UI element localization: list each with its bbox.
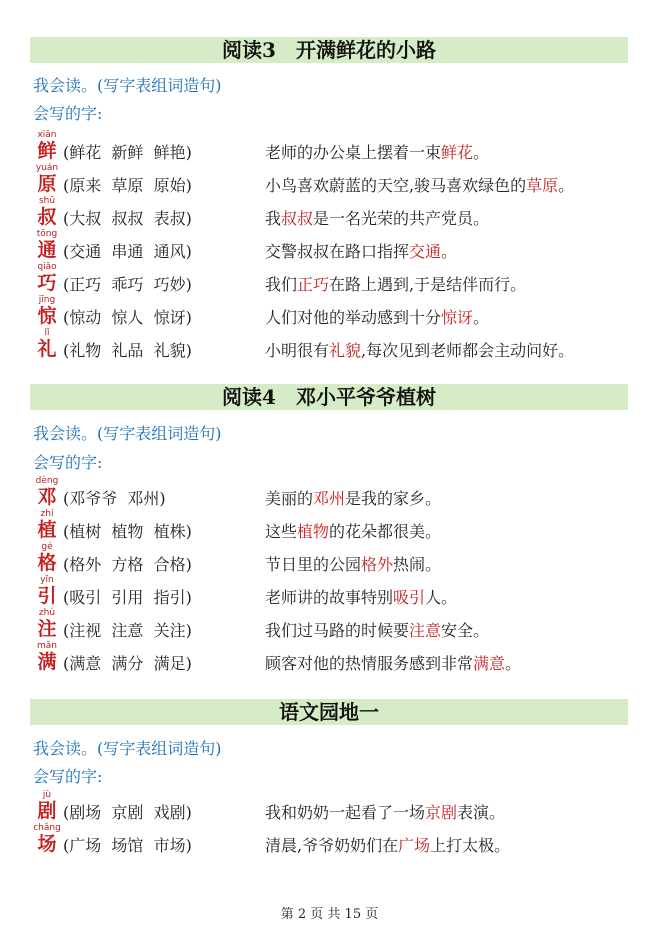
example-sentence: 人们对他的举动感到十分惊讶。 (265, 308, 490, 327)
pinyin: yuán (35, 163, 59, 173)
character: 通 (37, 239, 57, 261)
write-label-1: 会写的字: (33, 104, 103, 123)
example-sentence: 我们过马路的时候要注意安全。 (265, 621, 490, 640)
word-group: (格外 方格 合格) (63, 555, 192, 574)
pinyin: jù (42, 790, 52, 800)
pinyin: lǐ (44, 328, 50, 338)
word-group: (原来 草原 原始) (63, 176, 192, 195)
word-group: (鲜花 新鲜 鲜艳) (63, 143, 192, 162)
pinyin: zhí (40, 509, 54, 519)
character: 邓 (37, 486, 57, 508)
vocab-row (33, 575, 653, 605)
pinyin: jīng (38, 295, 56, 305)
vocab-row (33, 262, 653, 292)
read-label-3: 我会读。(写字表组词造句) (33, 739, 222, 758)
character: 注 (37, 618, 57, 640)
word-group: (植树 植物 植株) (63, 522, 192, 541)
example-sentence: 老师讲的故事特别吸引人。 (265, 588, 458, 607)
vocab-row (33, 542, 653, 572)
word-group: (正巧 乖巧 巧妙) (63, 275, 192, 294)
vocab-row (33, 790, 653, 820)
word-group: (惊动 惊人 惊讶) (63, 308, 192, 327)
pinyin: yǐn (40, 575, 54, 585)
example-sentence: 顾客对他的热情服务感到非常满意。 (265, 654, 522, 673)
character: 满 (37, 651, 57, 673)
vocab-row (33, 295, 653, 325)
word-group: (满意 满分 满足) (63, 654, 192, 673)
example-sentence: 美丽的邓州是我的家乡。 (265, 489, 442, 508)
pinyin: chǎng (33, 823, 61, 833)
character: 礼 (37, 338, 57, 360)
pinyin: zhù (38, 608, 56, 618)
example-sentence: 清晨,爷爷奶奶们在广场上打太极。 (265, 836, 511, 855)
vocab-row (33, 328, 653, 358)
page-footer: 第 2 页 共 15 页 (280, 907, 379, 922)
character: 格 (37, 552, 57, 574)
example-sentence: 交警叔叔在路口指挥交通。 (265, 242, 458, 261)
character: 原 (37, 173, 57, 195)
vocab-row (33, 476, 653, 506)
pinyin: dèng (35, 476, 59, 486)
section-title-3: 语文园地一 (30, 699, 628, 725)
word-group: (邓爷爷 邓州) (63, 489, 166, 508)
read-label-2: 我会读。(写字表组词造句) (33, 424, 222, 443)
example-sentence: 节日里的公园格外热闹。 (265, 555, 442, 574)
example-sentence: 老师的办公桌上摆着一束鲜花。 (265, 143, 490, 162)
example-sentence: 小明很有礼貌,每次见到老师都会主动问好。 (265, 341, 575, 360)
example-sentence: 我叔叔是一名光荣的共产党员。 (265, 209, 490, 228)
character: 惊 (37, 305, 57, 327)
character: 剧 (37, 800, 57, 822)
pinyin: mǎn (37, 641, 57, 651)
word-group: (剧场 京剧 戏剧) (63, 803, 192, 822)
read-label-1: 我会读。(写字表组词造句) (33, 76, 222, 95)
vocab-row (33, 823, 653, 853)
write-label-2: 会写的字: (33, 453, 103, 472)
vocab-row (33, 509, 653, 539)
write-label-3: 会写的字: (33, 767, 103, 786)
section-title-1: 阅读3 开满鲜花的小路 (30, 37, 628, 63)
example-sentence: 这些植物的花朵都很美。 (265, 522, 442, 541)
pinyin: gé (41, 542, 53, 552)
word-group: (广场 场馆 市场) (63, 836, 192, 855)
character: 场 (37, 833, 57, 855)
example-sentence: 我和奶奶一起看了一场京剧表演。 (265, 803, 506, 822)
pinyin: xiān (37, 130, 57, 140)
vocab-row (33, 163, 653, 193)
character: 引 (37, 585, 57, 607)
pinyin: qiǎo (37, 262, 57, 272)
word-group: (大叔 叔叔 表叔) (63, 209, 192, 228)
example-sentence: 我们正巧在路上遇到,于是结伴而行。 (265, 275, 527, 294)
character: 鲜 (37, 140, 57, 162)
word-group: (交通 串通 通风) (63, 242, 192, 261)
character: 植 (37, 519, 57, 541)
word-group: (吸引 引用 指引) (63, 588, 192, 607)
section-title-2: 阅读4 邓小平爷爷植树 (30, 384, 628, 410)
word-group: (礼物 礼品 礼貌) (63, 341, 192, 360)
pinyin: tōng (36, 229, 58, 239)
vocab-row (33, 229, 653, 259)
example-sentence: 小鸟喜欢蔚蓝的天空,骏马喜欢绿色的草原。 (265, 176, 575, 195)
vocab-row (33, 130, 653, 160)
pinyin: shū (38, 196, 56, 206)
vocab-row (33, 608, 653, 638)
vocab-row (33, 196, 653, 226)
word-group: (注视 注意 关注) (63, 621, 192, 640)
character: 叔 (37, 206, 57, 228)
vocab-row (33, 641, 653, 671)
character: 巧 (37, 272, 57, 294)
